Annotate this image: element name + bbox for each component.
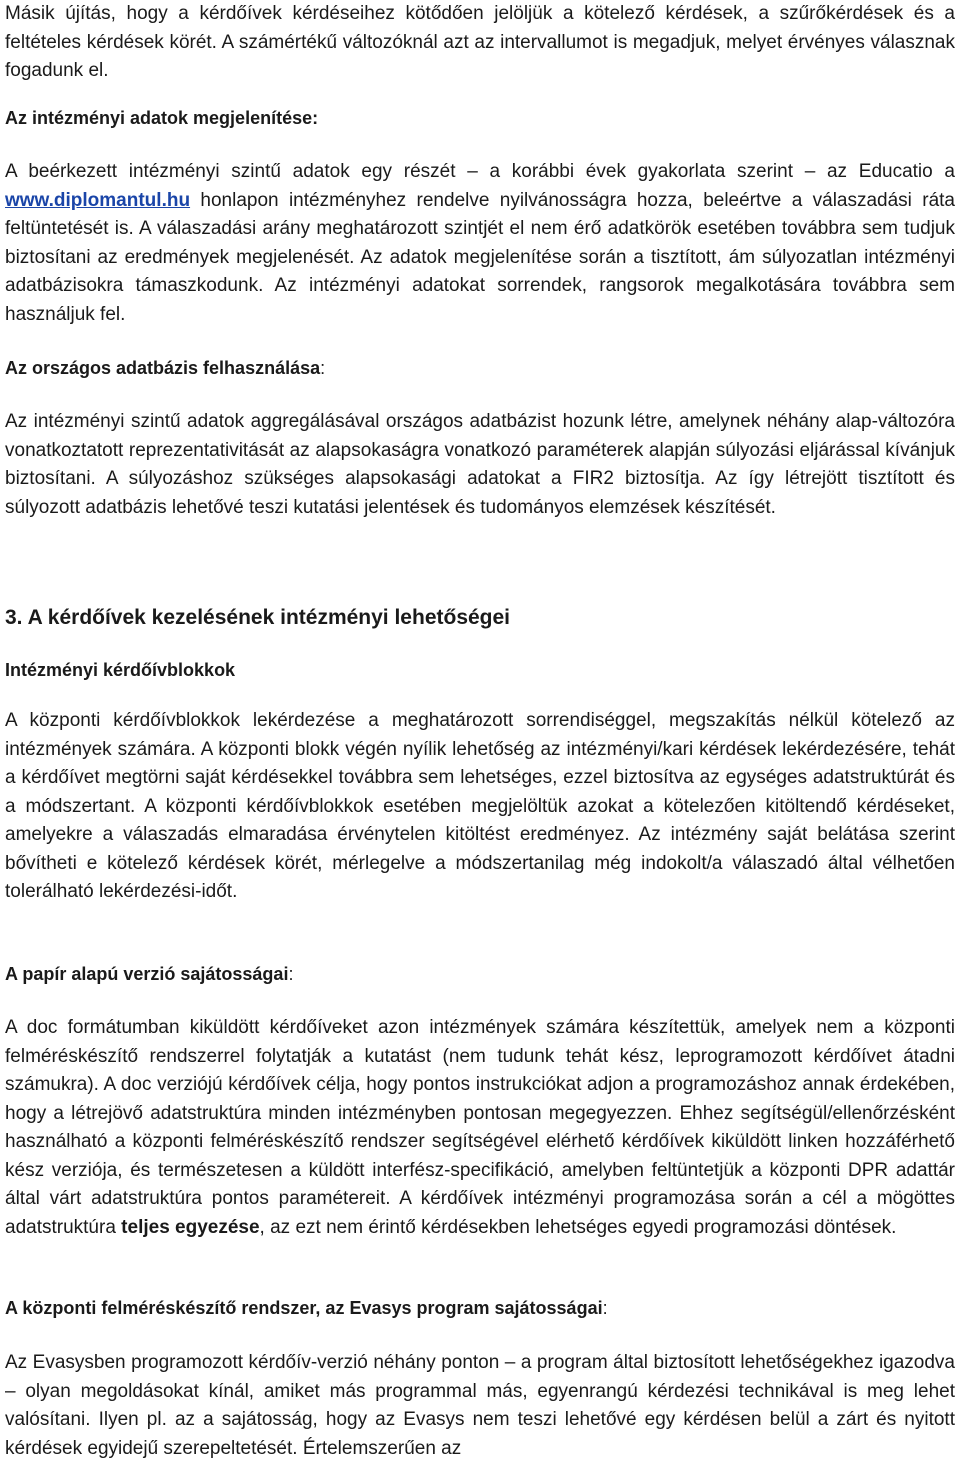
institutional-display-paragraph [5, 158, 955, 329]
paper-version-paragraph: A doc formátumban kiküldött kérdőíveket azon intézmények számára készítettük, amelyek nem a központi felméréskészítő rendszerrel folytatják a kutatást (nem tudunk tehát kész, leprogramozott kérdőívet átadni számukra). A doc verziójú kérdőívek célja, hogy pontos instrukciókat adjon a programozáshoz annak érdekében, hogy a létrejövő adatstruktúra minden intézményben pontosan megegyezzen. Ehhez segítségül/ellenőrzésként használható a központi felméréskészítő rendszer segítségével elérhető kérdőívek kiküldött linken hozzáférhető kész verziója, és természetesen a küldött interfész-specifikáció, amelyben feltüntetjük a központi DPR adattár által várt adatstruktúra pontos paramétereit. A kérdőívek intézményi programozása során a cél a mögöttes adatstruktúra teljes egyezése, az ezt nem érintő kérdésekben lehetséges egyedi programozási döntések. [5, 1017, 955, 1238]
diplomantul-link[interactable]: www.diplomantul.hu [5, 189, 191, 211]
heading-evasys: A központi felméréskészítő rendszer, az Evasys program sajátosságai: [5, 1298, 608, 1318]
heading-paper-version: A papír alapú verzió sajátosságai: [5, 964, 294, 984]
heading-question-blocks: Intézményi kérdőívblokkok [5, 660, 236, 680]
question-blocks-paragraph: A központi kérdőívblokkok lekérdezése a meghatározott sorrendiséggel, megszakítás nélkül kötelező az intézmények számára. A központi blokk végén nyílik lehetőség az intézményi/kari kérdések lekérdezésére, tehát a kérdőívet megtörni saját kérdésekkel továbbra sem lehetséges, ezzel biztosítva az egységes adatstruktúrát és a módszertant. A központi kérdőívblokkok esetében megjelöltük azokat a kötelezően kitöltendő kérdéseket, amelyekre a válaszadás elmaradása érvénytelen kitöltést eredményez. Az intézmény saját belátása szerint bővítheti e kötelező kérdések körét, mérlegelve a módszertanilag még indokolt/a válaszadó által vélhetően tolerálható lekérdezési-időt. [5, 710, 955, 902]
heading-institutional-display: Az intézményi adatok megjelenítése: [5, 108, 319, 128]
full-match-emphasis: teljes egyezése [121, 1216, 260, 1238]
national-database-paragraph: Az intézményi szintű adatok aggregálásával országos adatbázist hozunk létre, amelynek néhány alap-változóra vonatkoztatott reprezentativitását az alapsokaságra vonatkozó paraméterek alapján súlyozási eljárással kívánjuk biztosítani. A súlyozáshoz szükséges alapsokasági adatokat a FIR2 biztosítja. Az így létrejött tisztított és súlyozott adatbázis lehetővé teszi kutatási jelentések és tudományos elemzések készítését. [5, 411, 955, 518]
institutional-text-before-link: A beérkezett intézményi szintű adatok egy részét – a korábbi évek gyakorlata szerint – az Educatio a [5, 161, 955, 182]
intro-paragraph: Másik újítás, hogy a kérdőívek kérdéseihez kötődően jelöljük a kötelező kérdések, a szűrőkérdések és a feltételes kérdések körét. A számértékű változóknál azt az intervallumot is megadjuk, melyet érvényes válasznak fogadunk el. [5, 3, 955, 81]
institutional-text-after-link: honlapon intézményhez rendelve nyilvánosságra hozza, beleértve a válaszadási ráta feltüntetését is. A válaszadási arány meghatározott szintjét el nem érő adatkörök esetében továbbra sem tudjuk biztosítani az eredmények megjelenését. Az adatok megjelenítése során a tisztított, ám súlyozatlan intézményi adatbázisokra támaszkodunk. Az intézményi adatokat sorrendek, rangsorok megalkotására továbbra sem használjuk fel. [5, 189, 955, 325]
heading-national-database: Az országos adatbázis felhasználása: [5, 358, 326, 378]
section-3-title: 3. A kérdőívek kezelésének intézményi lehetőségei [5, 606, 511, 629]
evasys-paragraph: Az Evasysben programozott kérdőív-verzió néhány ponton – a program által biztosított lehetőségekhez igazodva – olyan megoldásokat kínál, amiket más programmal más, egyenrangú kérdezési technikával is meg lehet valósítani. Ilyen pl. az a sajátosság, hogy az Evasys nem teszi lehetővé egy kérdésen belül a zárt és nyitott kérdések egyidejű szerepeltetését. Értelemszerűen az [5, 1352, 955, 1459]
